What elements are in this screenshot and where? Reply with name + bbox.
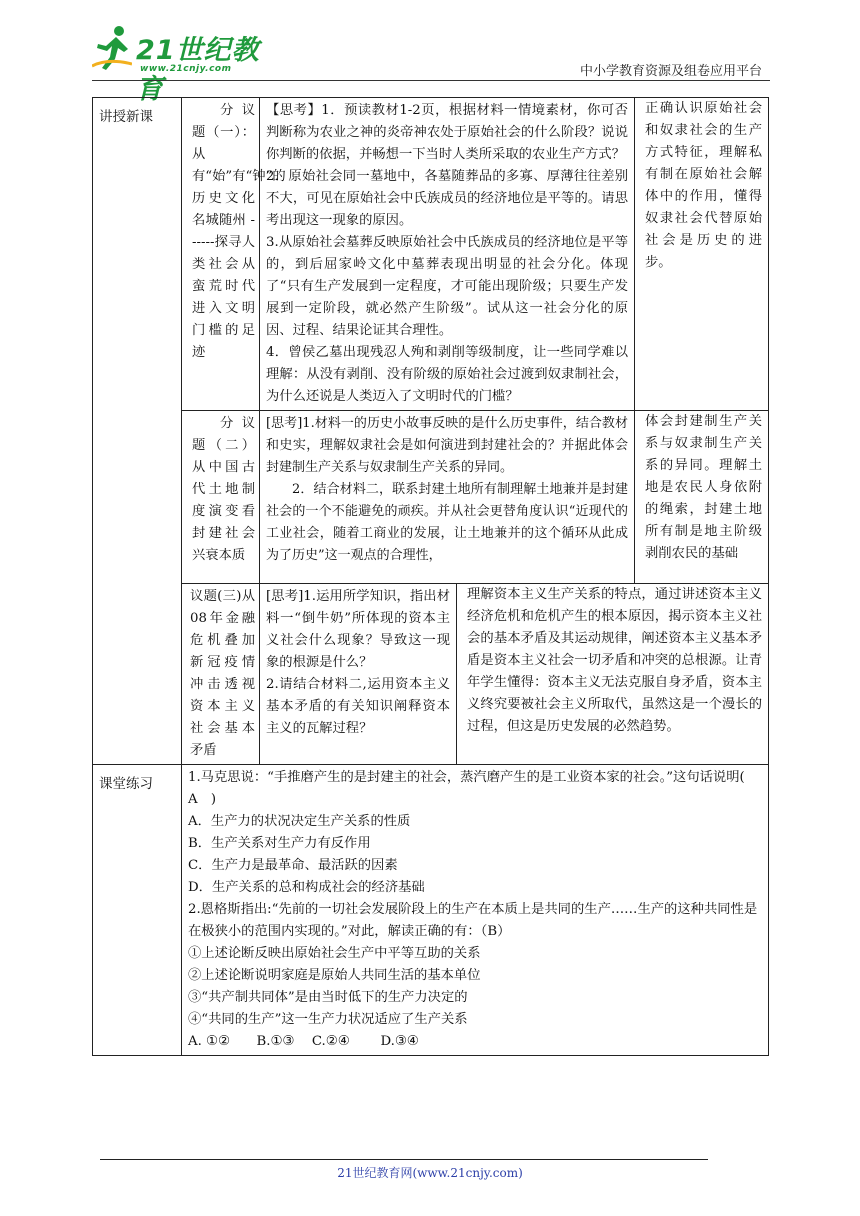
practice-row xyxy=(93,765,769,1056)
site-logo xyxy=(92,24,262,105)
topic2-think-2: 2．结合材料二，联系封建土地所有制理解土地兼并是封建社会的一个不能避免的顽疾。并从社会更替角度认识“近现代的工业社会，随着工商业的发展，让土地兼并的这个循环从此成为了历史”这一观点的合理性， xyxy=(266,482,628,563)
practice-q2: 2.恩格斯指出:“先前的一切社会发展阶段上的生产在本质上是共同的生产……生产的这种共同性是在极狭小的范围内实现的。”对此，解读正确的有：（B） xyxy=(188,902,758,939)
topic1-goal: 正确认识原始社会和奴隶社会的生产方式特征，理解私有制在原始社会解体中的作用，懂得奴隶社会代替原始社会是历史的进步。 xyxy=(635,98,769,411)
runner-logo-icon xyxy=(92,24,132,72)
practice-content xyxy=(182,765,769,1056)
teach-label: 讲授新课 xyxy=(93,98,182,765)
practice-q1-d: D．生产关系的总和构成社会的经济基础 xyxy=(188,880,425,895)
topic3-think xyxy=(260,584,457,765)
practice-q1-c: C．生产力是最革命、最活跃的因素 xyxy=(188,858,398,873)
practice-q1-a: A．生产力的状况决定生产关系的性质 xyxy=(188,814,411,829)
practice-q2-s4: ④“共同的生产”这一生产力状况适应了生产关系 xyxy=(188,1012,468,1027)
topic1-row xyxy=(93,98,769,411)
footer-divider xyxy=(100,1159,708,1160)
page-header xyxy=(92,22,770,105)
topic1-think-3: 3.从原始社会墓葬反映原始社会中氏族成员的经济地位是平等的，到后屈家岭文化中墓葬表现出明显的社会分化。体现了“只有生产发展到一定程度，才可能出现阶级；只要生产发展到一定阶段，就必然产生阶级”。试从这一社会分化的原因、过程、结果论证其合理性。 xyxy=(266,235,628,338)
topic3-goal: 理解资本主义生产关系的特点，通过讲述资本主义经济危机和危机产生的根本原因，揭示资本主义社会的基本矛盾及其运动规律，阐述资本主义基本矛盾是资本主义社会一切矛盾和冲突的总根源。让青年学生懂得：资本主义无法克服自身矛盾，资本主义终究要被社会主义所取代，虽然这是一个漫长的过程，但这是历史发展的必然趋势。 xyxy=(457,584,769,765)
topic1-title: 分议题（一）：从有“始”有“钟”的历史文化名城随州 ------探寻人类社会从蛮荒时代进入文明门槛的足迹 xyxy=(182,98,260,411)
topic2-think-1: [思考]1.材料一的历史小故事反映的是什么历史事件，结合教材和史实，理解奴隶社会是如何演进到封建社会的？并据此体会封建制生产关系与奴隶制生产关系的异同。 xyxy=(266,416,628,475)
header-divider xyxy=(92,80,770,81)
lesson-table xyxy=(92,97,769,1056)
practice-q2-options: A. ①② B.①③ C.②④ D.③④ xyxy=(188,1034,419,1049)
practice-q2-s2: ②上述论断说明家庭是原始人共同生活的基本单位 xyxy=(188,968,481,983)
logo-text: 21世纪教育 xyxy=(136,35,260,105)
topic1-think-2: 2．原始社会同一墓地中，各墓随葬品的多寡、厚薄往往差别不大，可见在原始社会中氏族成员的经济地位是平等的。请思考出现这一现象的原因。 xyxy=(266,169,628,228)
practice-label: 课堂练习 xyxy=(93,765,182,1056)
topic2-think xyxy=(260,411,635,584)
topic3-think-1: [思考]1.运用所学知识，指出材料一“倒牛奶”所体现的资本主义社会什么现象？导致这一现象的根源是什么？ xyxy=(266,589,450,670)
topic2-title: 分议题（二）从中国古代土地制度演变看封建社会兴衰本质 xyxy=(182,411,260,584)
topic2-goal: 体会封建制生产关系与奴隶制生产关系的异同。理解土地是农民人身依附的绳索，封建土地所有制是地主阶级剥削农民的基础 xyxy=(635,411,769,584)
topic3-think-2: 2.请结合材料二,运用资本主义基本矛盾的有关知识阐释资本主义的瓦解过程？ xyxy=(266,677,450,736)
practice-q1-b: B．生产关系对生产力有反作用 xyxy=(188,836,371,851)
practice-q2-s1: ①上述论断反映出原始社会生产中平等互助的关系 xyxy=(188,946,481,961)
topic1-think-1: 【思考】1．预读教材1-2页，根据材料一情境素材，你可否判断称为农业之神的炎帝神农处于原始社会的什么阶段？说说你判断的依据，并畅想一下当时人类所采取的农业生产方式？ xyxy=(266,103,628,162)
practice-q2-s3: ③“共产制共同体”是由当时低下的生产力决定的 xyxy=(188,990,468,1005)
logo-url: www.21cnjy.com xyxy=(140,64,232,74)
topic1-think-4: 4．曾侯乙墓出现残忍人殉和剥削等级制度，让一些同学难以理解：从没有剥削、没有阶级的原始社会过渡到奴隶制社会，为什么还说是人类迈入了文明时代的门槛？ xyxy=(266,345,628,404)
topic2-row xyxy=(93,411,769,584)
topic1-think xyxy=(260,98,635,411)
platform-title: 中小学教育资源及组卷应用平台 xyxy=(579,64,762,79)
topic3-row xyxy=(93,584,769,765)
topic3-title: 议题(三)从08年金融危机叠加新冠疫情冲击透视资本主义社会基本矛盾 xyxy=(182,584,260,765)
practice-q1: 1.马克思说：“手推磨产生的是封建主的社会，蒸汽磨产生的是工业资本家的社会。”这句话说明( A ) xyxy=(188,770,758,807)
footer-text[interactable]: 21世纪教育网(www.21cnjy.com) xyxy=(337,1166,523,1180)
